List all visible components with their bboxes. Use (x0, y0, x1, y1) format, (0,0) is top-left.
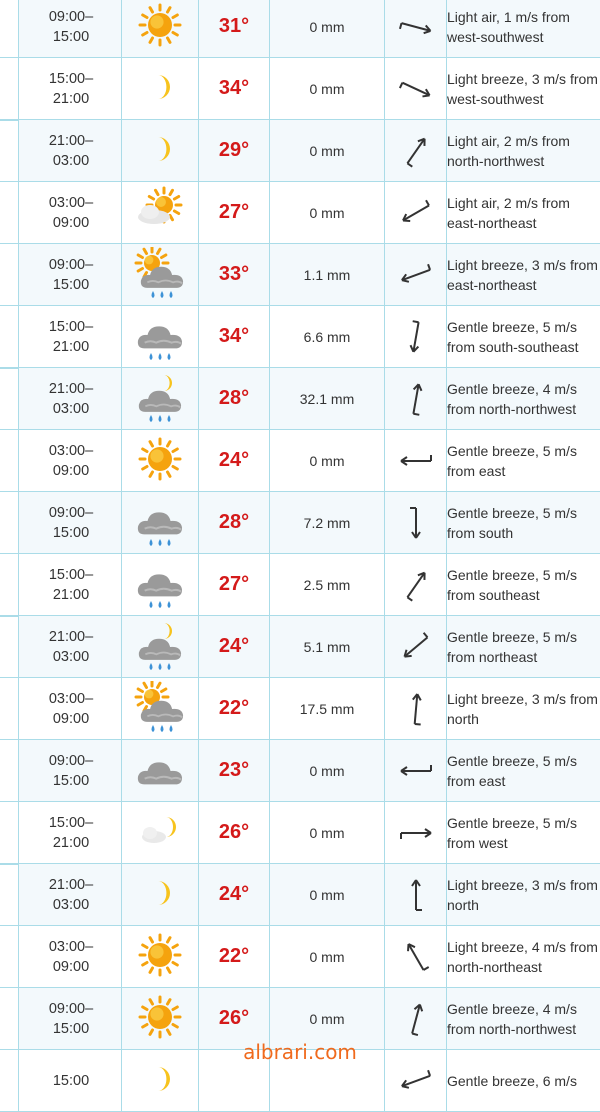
time-start: 03:00– (48, 194, 94, 211)
forecast-row (0, 678, 600, 740)
temperature: 23° (199, 740, 270, 801)
precipitation: 5.1 mm (270, 616, 385, 677)
wind-description-line2: from southeast (447, 586, 540, 603)
sun-icon (128, 991, 192, 1047)
wind-description-line1: Gentle breeze, 5 m/s (447, 566, 577, 583)
day-separator (0, 120, 18, 121)
weather-icon-cell (122, 182, 199, 243)
wind-direction-cell (385, 306, 447, 367)
wind-description (447, 864, 600, 925)
moon-cloud-rain-icon (128, 371, 192, 427)
wind-description-line2: from south-southeast (447, 338, 579, 355)
temperature: 22° (199, 678, 270, 739)
time-end: 15:00 (52, 1020, 90, 1037)
wind-arrow-icon (396, 937, 436, 977)
wind-direction-cell (385, 244, 447, 305)
moon-icon (128, 867, 192, 923)
day-separator (0, 864, 18, 865)
time-cell (18, 430, 122, 491)
time-start: 15:00 (52, 1072, 90, 1089)
temperature: 24° (199, 616, 270, 677)
sun-icon (128, 929, 192, 985)
precipitation: 0 mm (270, 182, 385, 243)
wind-description (447, 306, 600, 367)
wind-description-line2: east-northeast (447, 214, 537, 231)
wind-description-line1: Light air, 2 m/s from (447, 194, 570, 211)
wind-description (447, 554, 600, 615)
wind-description-line1: Gentle breeze, 5 m/s (447, 752, 577, 769)
time-start: 15:00– (48, 566, 94, 583)
weather-icon-cell (122, 244, 199, 305)
time-cell (18, 616, 122, 677)
precipitation: 7.2 mm (270, 492, 385, 553)
wind-arrow-icon (396, 565, 436, 605)
time-cell (18, 740, 122, 801)
wind-description-line1: Gentle breeze, 4 m/s (447, 1000, 577, 1017)
wind-description-line2: north (447, 896, 479, 913)
time-end: 21:00 (52, 834, 90, 851)
precipitation: 0 mm (270, 988, 385, 1049)
forecast-row (0, 306, 600, 368)
weather-icon-cell (122, 430, 199, 491)
wind-direction-cell (385, 678, 447, 739)
temperature: 27° (199, 182, 270, 243)
wind-description-line2: north-northwest (447, 152, 545, 169)
precipitation: 0 mm (270, 802, 385, 863)
sun-cloud-rain-icon (128, 247, 192, 303)
time-end: 21:00 (52, 90, 90, 107)
wind-description (447, 802, 600, 863)
wind-description-line1: Gentle breeze, 5 m/s (447, 628, 577, 645)
sun-icon (128, 0, 192, 55)
wind-direction-cell (385, 802, 447, 863)
time-end: 15:00 (52, 524, 90, 541)
wind-direction-cell (385, 616, 447, 677)
time-end: 09:00 (52, 710, 90, 727)
wind-description-line1: Light breeze, 3 m/s from (447, 876, 598, 893)
time-start: 21:00– (48, 132, 94, 149)
cloud-icon (128, 743, 192, 799)
wind-description (447, 0, 600, 57)
wind-description (447, 678, 600, 739)
wind-arrow-icon (396, 131, 436, 171)
wind-arrow-icon (396, 441, 436, 481)
temperature: 26° (199, 988, 270, 1049)
time-start: 09:00– (48, 1000, 94, 1017)
moon-icon (128, 61, 192, 117)
time-start: 03:00– (48, 442, 94, 459)
time-end: 09:00 (52, 462, 90, 479)
wind-arrow-icon (396, 379, 436, 419)
time-start: 03:00– (48, 938, 94, 955)
time-start: 21:00– (48, 876, 94, 893)
forecast-row (0, 120, 600, 182)
wind-description-line1: Gentle breeze, 6 m/s (447, 1072, 577, 1089)
weather-icon-cell (122, 864, 199, 925)
cloud-rain-icon (128, 309, 192, 365)
precipitation: 0 mm (270, 926, 385, 987)
wind-description (447, 244, 600, 305)
wind-direction-cell (385, 492, 447, 553)
forecast-row (0, 802, 600, 864)
wind-description (447, 58, 600, 119)
weather-icon-cell (122, 0, 199, 57)
wind-description (447, 616, 600, 677)
wind-description-line1: Gentle breeze, 5 m/s (447, 318, 577, 335)
wind-arrow-icon (396, 813, 436, 853)
precipitation: 0 mm (270, 120, 385, 181)
wind-description-line2: from northeast (447, 648, 538, 665)
wind-direction-cell (385, 368, 447, 429)
precipitation: 1.1 mm (270, 244, 385, 305)
time-start: 15:00– (48, 318, 94, 335)
wind-arrow-icon (396, 7, 436, 47)
temperature: 24° (199, 430, 270, 491)
wind-description-line2: from east (447, 772, 506, 789)
time-cell (18, 864, 122, 925)
sun-icon (128, 433, 192, 489)
precipitation: 0 mm (270, 0, 385, 57)
cloud-rain-icon (128, 557, 192, 613)
wind-description-line2: north (447, 710, 479, 727)
precipitation: 2.5 mm (270, 554, 385, 615)
time-cell (18, 244, 122, 305)
time-start: 15:00– (48, 814, 94, 831)
precipitation: 6.6 mm (270, 306, 385, 367)
temperature: 27° (199, 554, 270, 615)
weather-icon-cell (122, 120, 199, 181)
wind-description (447, 368, 600, 429)
weather-icon-cell (122, 926, 199, 987)
time-end: 09:00 (52, 958, 90, 975)
wind-arrow-icon (396, 751, 436, 791)
time-start: 21:00– (48, 380, 94, 397)
wind-arrow-icon (396, 255, 436, 295)
wind-description-line1: Light air, 2 m/s from (447, 132, 570, 149)
weather-icon-cell (122, 58, 199, 119)
weather-icon-cell (122, 306, 199, 367)
wind-direction-cell (385, 864, 447, 925)
temperature: 26° (199, 802, 270, 863)
wind-description-line2: east-northeast (447, 276, 537, 293)
time-cell (18, 802, 122, 863)
forecast-row (0, 864, 600, 926)
moon-cloud-icon (128, 805, 192, 861)
wind-arrow-icon (396, 193, 436, 233)
wind-arrow-icon (396, 1061, 436, 1101)
wind-direction-cell (385, 554, 447, 615)
sun-cloud-rain-icon (128, 681, 192, 737)
wind-description-line1: Light air, 1 m/s from (447, 8, 570, 25)
wind-description-line2: from north-northwest (447, 1020, 577, 1037)
temperature: 31° (199, 0, 270, 57)
time-start: 21:00– (48, 628, 94, 645)
weather-icon-cell (122, 492, 199, 553)
weather-icon-cell (122, 740, 199, 801)
weather-icon-cell (122, 554, 199, 615)
wind-description-line1: Gentle breeze, 5 m/s (447, 504, 577, 521)
forecast-row (0, 0, 600, 58)
precipitation: 32.1 mm (270, 368, 385, 429)
wind-description-line2: west-southwest (447, 90, 544, 107)
wind-direction-cell (385, 120, 447, 181)
wind-description-line2: west-southwest (447, 28, 544, 45)
weather-icon-cell (122, 802, 199, 863)
wind-description-line2: north-northeast (447, 958, 542, 975)
forecast-row (0, 58, 600, 120)
temperature: 22° (199, 926, 270, 987)
wind-description-line2: from south (447, 524, 514, 541)
wind-description-line1: Light breeze, 3 m/s from (447, 690, 598, 707)
forecast-row (0, 926, 600, 988)
wind-direction-cell (385, 740, 447, 801)
time-cell (18, 58, 122, 119)
forecast-row (0, 492, 600, 554)
wind-arrow-icon (396, 627, 436, 667)
temperature: 34° (199, 58, 270, 119)
time-end: 03:00 (52, 896, 90, 913)
moon-icon (128, 123, 192, 179)
forecast-row (0, 182, 600, 244)
wind-direction-cell (385, 182, 447, 243)
wind-description-line1: Light breeze, 3 m/s from (447, 70, 598, 87)
wind-description-line1: Light breeze, 3 m/s from (447, 256, 598, 273)
time-cell (18, 926, 122, 987)
temperature: 34° (199, 306, 270, 367)
time-cell (18, 120, 122, 181)
wind-arrow-icon (396, 875, 436, 915)
wind-description-line1: Gentle breeze, 4 m/s (447, 380, 577, 397)
time-end: 15:00 (52, 772, 90, 789)
wind-arrow-icon (396, 689, 436, 729)
temperature: 28° (199, 368, 270, 429)
time-end: 03:00 (52, 400, 90, 417)
weather-icon-cell (122, 368, 199, 429)
day-separator (0, 368, 18, 369)
time-cell (18, 368, 122, 429)
wind-description-line2: from east (447, 462, 506, 479)
time-cell (18, 306, 122, 367)
time-start: 09:00– (48, 752, 94, 769)
wind-arrow-icon (396, 317, 436, 357)
precipitation: 0 mm (270, 864, 385, 925)
wind-arrow-icon (396, 69, 436, 109)
precipitation: 17.5 mm (270, 678, 385, 739)
time-end: 21:00 (52, 586, 90, 603)
wind-arrow-icon (396, 999, 436, 1039)
forecast-row (0, 430, 600, 492)
time-start: 15:00– (48, 70, 94, 87)
temperature: 33° (199, 244, 270, 305)
wind-description-line1: Gentle breeze, 5 m/s (447, 442, 577, 459)
time-end: 15:00 (52, 28, 90, 45)
time-end: 15:00 (52, 276, 90, 293)
wind-description-line2: from north-northwest (447, 400, 577, 417)
time-cell (18, 182, 122, 243)
watermark: albrari.com (243, 1040, 357, 1064)
wind-arrow-icon (396, 503, 436, 543)
time-start: 03:00– (48, 690, 94, 707)
time-end: 03:00 (52, 152, 90, 169)
cloud-rain-icon (128, 495, 192, 551)
time-end: 03:00 (52, 648, 90, 665)
moon-cloud-rain-icon (128, 619, 192, 675)
weather-icon-cell (122, 678, 199, 739)
wind-direction-cell (385, 926, 447, 987)
wind-description (447, 120, 600, 181)
time-start: 09:00– (48, 504, 94, 521)
time-end: 09:00 (52, 214, 90, 231)
wind-description-line1: Gentle breeze, 5 m/s (447, 814, 577, 831)
wind-description (447, 740, 600, 801)
temperature: 24° (199, 864, 270, 925)
time-start: 09:00– (48, 8, 94, 25)
precipitation: 0 mm (270, 740, 385, 801)
wind-description-line1: Light breeze, 4 m/s from (447, 938, 598, 955)
time-cell (18, 0, 122, 57)
wind-description (447, 926, 600, 987)
precipitation: 0 mm (270, 430, 385, 491)
forecast-row (0, 616, 600, 678)
forecast-row (0, 368, 600, 430)
wind-description (447, 182, 600, 243)
time-cell (18, 492, 122, 553)
partly-cloudy-sun-icon (128, 185, 192, 241)
time-end: 21:00 (52, 338, 90, 355)
wind-description (447, 430, 600, 491)
forecast-row (0, 740, 600, 802)
wind-description-line2: from west (447, 834, 508, 851)
time-cell (18, 678, 122, 739)
day-separator (0, 616, 18, 617)
precipitation: 0 mm (270, 58, 385, 119)
forecast-row (0, 554, 600, 616)
wind-direction-cell (385, 58, 447, 119)
time-cell (18, 554, 122, 615)
time-start: 09:00– (48, 256, 94, 273)
wind-direction-cell (385, 430, 447, 491)
forecast-row (0, 244, 600, 306)
temperature: 28° (199, 492, 270, 553)
wind-direction-cell (385, 0, 447, 57)
temperature: 29° (199, 120, 270, 181)
weather-icon-cell (122, 616, 199, 677)
wind-description (447, 492, 600, 553)
